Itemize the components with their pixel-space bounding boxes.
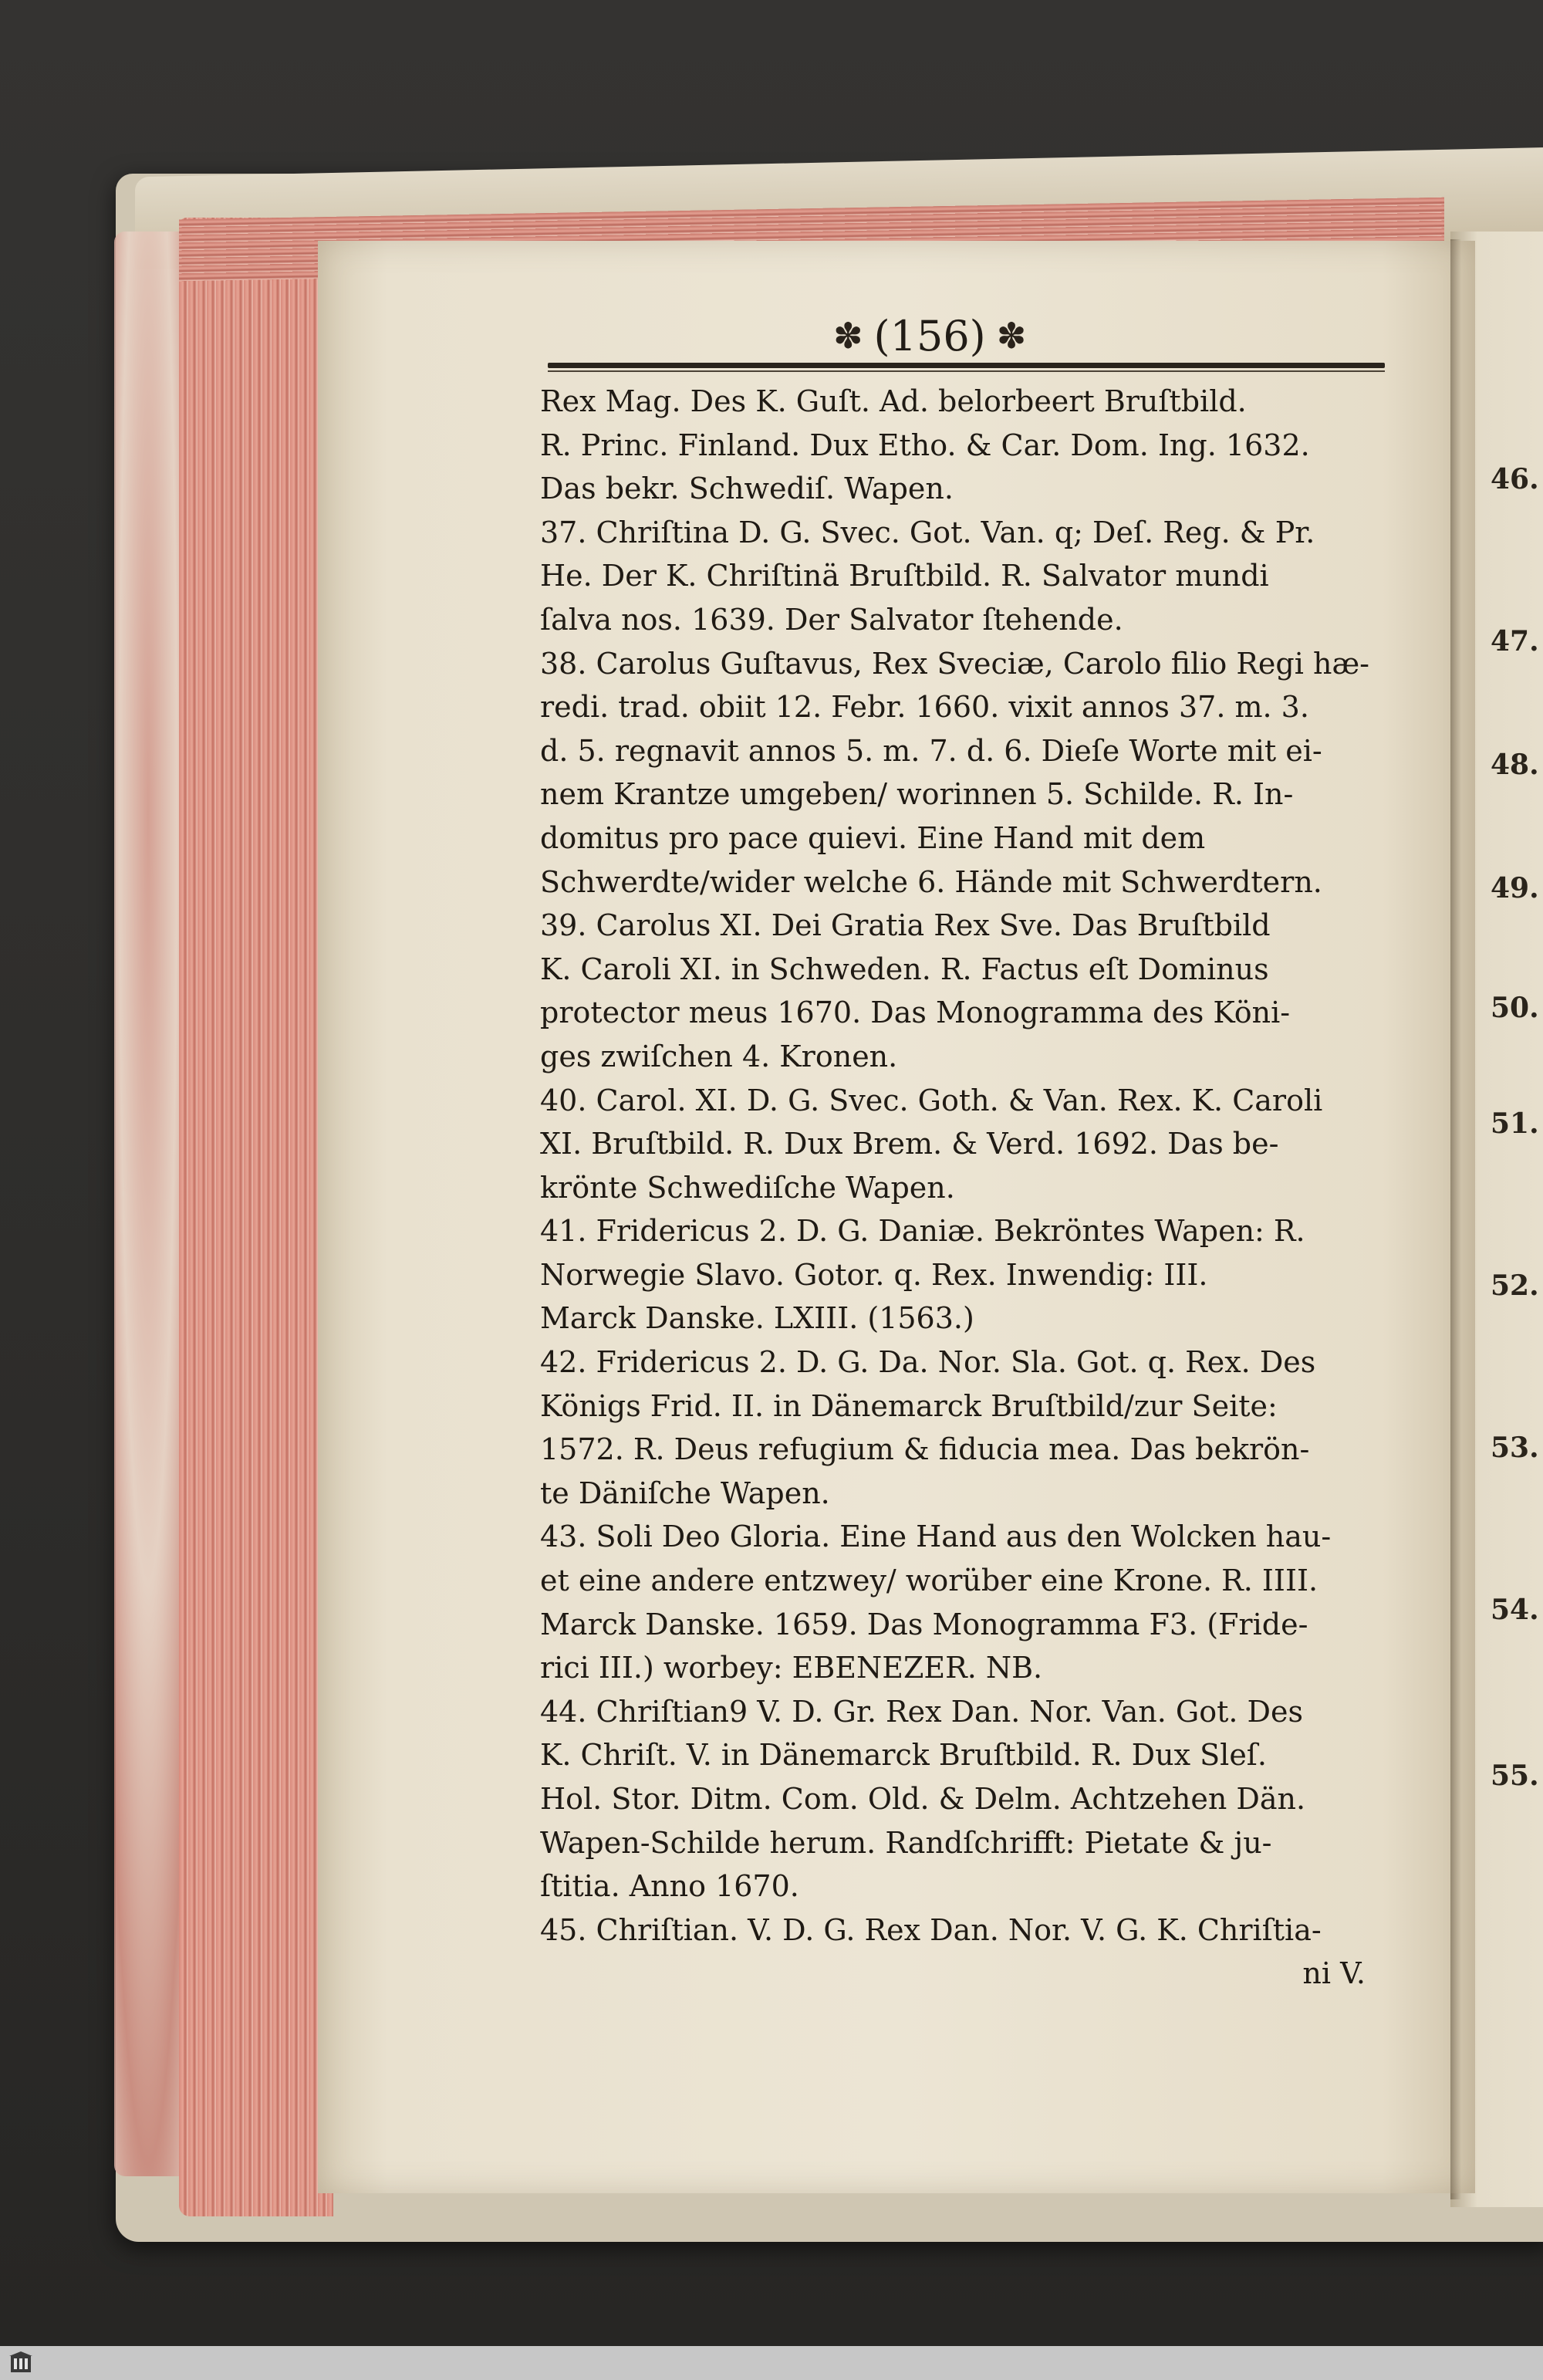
text-line: 40. Carol. XI. D. G. Svec. Goth. & Van. Rex. K. Caroli <box>540 1083 1323 1117</box>
facing-page-number: 47. <box>1491 625 1539 658</box>
text-line: 43. Soli Deo Gloria. Eine Hand aus den Wolcken hau- <box>540 1520 1332 1554</box>
text-line: rici III.) worbey: EBENEZER. NB. <box>540 1651 1043 1685</box>
facing-page-number: 55. <box>1491 1760 1539 1792</box>
text-line: 42. Fridericus 2. D. G. Da. Nor. Sla. Got. q. Rex. Des <box>540 1345 1316 1380</box>
text-line: Norwegie Slavo. Gotor. q. Rex. Inwendig: III. <box>540 1257 1208 1292</box>
header-rule <box>548 363 1385 368</box>
red-page-edges <box>179 218 333 2216</box>
text-line: K. Caroli XI. in Schweden. R. Factus eſt Dominus <box>540 952 1269 986</box>
text-line: ſtitia. Anno 1670. <box>540 1869 799 1904</box>
text-line: Wapen-Schilde herum. Randſchrifft: Pietate & ju- <box>540 1825 1272 1860</box>
text-line: 45. Chriſtian. V. D. G. Rex Dan. Nor. V. G. K. Chriſtia- <box>540 1912 1322 1947</box>
text-line: te Däniſche Wapen. <box>540 1476 830 1510</box>
text-line: redi. trad. obiit 12. Febr. 1660. vixit annos 37. m. 3. <box>540 690 1309 725</box>
text-line: 38. Carolus Guſtavus, Rex Sveciæ, Carolo filio Regi hæ- <box>540 646 1370 681</box>
page-text <box>540 380 1396 1996</box>
text-line: d. 5. regnavit annos 5. m. 7. d. 6. Dieſe Worte mit ei- <box>540 733 1322 768</box>
text-line: He. Der K. Chriſtinä Bruſtbild. R. Salvator mundi <box>540 559 1269 593</box>
text-line: ſalva nos. 1639. Der Salvator ſtehende. <box>540 602 1123 637</box>
text-line: 41. Fridericus 2. D. G. Daniæ. Bekröntes Wapen: R. <box>540 1214 1305 1249</box>
text-line: krönte Schwediſche Wapen. <box>540 1170 955 1205</box>
text-line: 39. Carolus XI. Dei Gratia Rex Sve. Das Bruſtbild <box>540 908 1271 943</box>
text-line: 1572. R. Deus refugium & fiducia mea. Das bekrön- <box>540 1432 1310 1467</box>
facing-page-number: 54. <box>1491 1594 1539 1626</box>
text-line: K. Chriſt. V. in Dänemarck Bruſtbild. R. Dux Sleſ. <box>540 1738 1267 1773</box>
text-line: 44. Chriſtian9 V. D. Gr. Rex Dan. Nor. Van. Got. Des <box>540 1694 1303 1729</box>
facing-page-number: 52. <box>1491 1269 1539 1302</box>
text-line: Das bekr. Schwediſ. Wapen. <box>540 472 954 506</box>
text-line: R. Princ. Finland. Dux Etho. & Car. Dom. Ing. 1632. <box>540 428 1310 462</box>
facing-page-number: 50. <box>1491 992 1539 1024</box>
facing-page-number: 49. <box>1491 872 1539 904</box>
text-line: Hol. Stor. Ditm. Com. Old. & Delm. Achtzehen Dän. <box>540 1782 1306 1816</box>
text-line: Marck Danske. LXIII. (1563.) <box>540 1301 974 1336</box>
text-line: XI. Bruſtbild. R. Dux Brem. & Verd. 1692. Das be- <box>540 1127 1279 1161</box>
text-line: 37. Chriſtina D. G. Svec. Got. Van. q; Deſ. Reg. & Pr. <box>540 515 1315 549</box>
page-number: (156) <box>873 311 986 360</box>
text-line: Königs Frid. II. in Dänemarck Bruſtbild/zur Seite: <box>540 1388 1278 1423</box>
ornament-left-icon: ✽ <box>833 315 863 357</box>
text-line: ges zwiſchen 4. Kronen. <box>540 1039 898 1073</box>
text-line: protector meus 1670. Das Monogramma des Köni- <box>540 996 1291 1030</box>
page-gutter <box>1450 239 1461 2199</box>
facing-page-number: 53. <box>1491 1432 1539 1464</box>
header-rule-thin <box>548 370 1385 372</box>
page-header <box>833 309 1026 363</box>
text-line: nem Krantze umgeben/ worinnen 5. Schilde. R. In- <box>540 777 1294 812</box>
viewer-footer-bar <box>0 2346 1543 2380</box>
text-line: et eine andere entzwey/ worüber eine Krone. R. IIII. <box>540 1564 1318 1598</box>
text-line: domitus pro pace quievi. Eine Hand mit dem <box>540 820 1206 855</box>
library-logo-icon <box>8 2351 34 2375</box>
facing-page-number: 51. <box>1491 1107 1539 1140</box>
facing-page-number: 48. <box>1491 749 1539 781</box>
ornament-right-icon: ✽ <box>996 315 1027 357</box>
text-line: Schwerdte/wider welche 6. Hände mit Schwerdtern. <box>540 864 1322 899</box>
text-line: ni V. <box>1302 1956 1366 1991</box>
text-line: Rex Mag. Des K. Guſt. Ad. belorbeert Bruſtbild. <box>540 384 1247 418</box>
text-line: Marck Danske. 1659. Das Monogramma F3. (Fride- <box>540 1607 1308 1641</box>
facing-page-number: 46. <box>1491 463 1539 495</box>
